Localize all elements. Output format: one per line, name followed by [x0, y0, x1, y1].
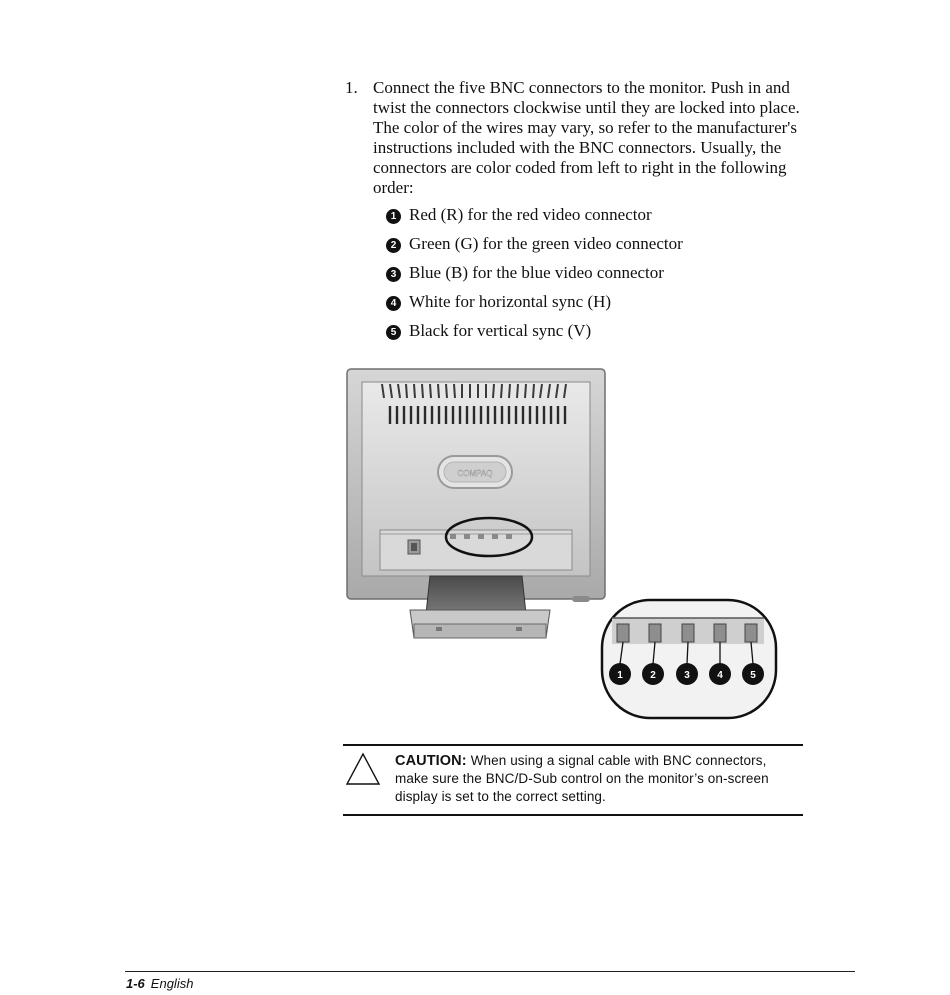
list-item: [386, 320, 683, 349]
callout-label: 5: [750, 670, 756, 681]
bnc-connector: [617, 624, 629, 642]
warning-triangle-icon: [345, 752, 381, 786]
list-item-text: Black for vertical sync (V): [409, 321, 592, 340]
page-number: 1-6: [126, 976, 145, 991]
connector-list: [386, 204, 683, 349]
callout-label: 1: [617, 670, 623, 681]
caution-label: CAUTION:: [395, 753, 467, 769]
footer-language: English: [150, 976, 194, 991]
step-text: Connect the five BNC connectors to the monitor. Push in and twist the connectors clockwise until they are locked into place. The color of the wires may vary, so refer to the manufacturer's instructions included with the BNC connectors. Usually, the connectors are color coded from left to right in the following order:: [373, 78, 800, 197]
number-badge: 3: [386, 267, 401, 282]
bnc-connector: [714, 624, 726, 642]
number-badge: 4: [386, 296, 401, 311]
callout-label: 4: [717, 670, 723, 681]
number-badge: 5: [386, 325, 401, 340]
side-knob: [572, 596, 590, 602]
list-item: [386, 204, 683, 233]
list-item: [386, 291, 683, 320]
connector-zoom-inset: [602, 600, 776, 718]
bnc-connector: [682, 624, 694, 642]
monitor-illustration: [340, 362, 790, 732]
callout-label: 2: [650, 670, 656, 681]
callout-label: 3: [684, 670, 690, 681]
bnc-connector: [745, 624, 757, 642]
bnc-connector: [649, 624, 661, 642]
list-item-text: Green (G) for the green video connector: [409, 234, 683, 253]
number-badge: 2: [386, 238, 401, 253]
footer-rule: [125, 971, 855, 972]
list-item: [386, 233, 683, 262]
list-item-text: White for horizontal sync (H): [409, 292, 612, 311]
stand-neck: [426, 576, 526, 614]
caution-text: [395, 752, 800, 806]
caution-body: When using a signal cable with BNC connectors, make sure the BNC/D-Sub control on the monitor’s on-screen display is set to the correct setting.: [395, 753, 769, 804]
list-item-text: Blue (B) for the blue video connector: [409, 263, 664, 282]
logo-text: COMPAQ: [457, 469, 493, 478]
step-1: [345, 78, 805, 198]
step-number: 1.: [345, 78, 358, 97]
list-item-text: Red (R) for the red video connector: [409, 205, 652, 224]
number-badge: 1: [386, 209, 401, 224]
list-item: [386, 262, 683, 291]
page-footer: [126, 976, 193, 991]
caution-box: [343, 744, 803, 816]
